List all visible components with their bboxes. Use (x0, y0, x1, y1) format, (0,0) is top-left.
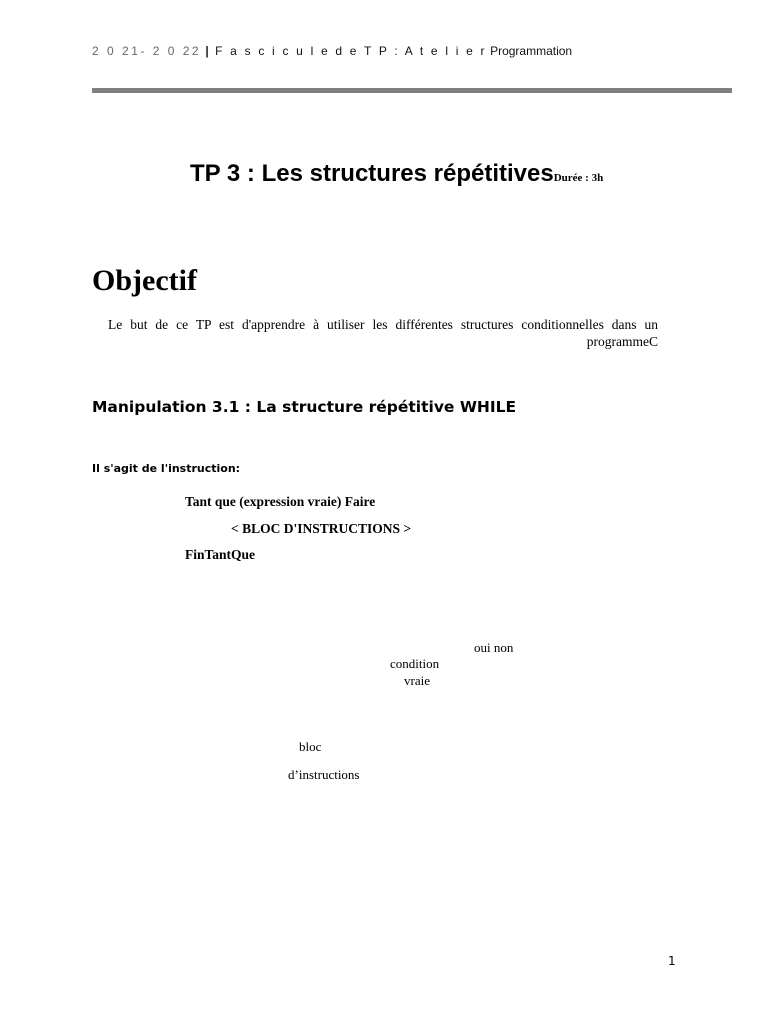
manipulation-heading: Manipulation 3.1 : La structure répétitive WHILE (92, 398, 517, 416)
page-number: 1 (668, 954, 676, 968)
algo-block-line: < BLOC D'INSTRUCTIONS > (231, 521, 412, 536)
header-rule (92, 88, 732, 93)
title-duration: Durée : 3h (553, 172, 604, 184)
diagram-oui-non: oui non (474, 640, 514, 655)
diagram-instructions: d’instructions (288, 767, 360, 782)
header-year: 2 0 21- 2 0 22 (92, 44, 202, 58)
title-main: TP 3 : Les structures répétitives (190, 160, 554, 187)
header-programmation: Programmation (490, 44, 573, 58)
diagram-condition: condition (390, 656, 440, 671)
instruction-intro: Il s'agit de l'instruction: (92, 462, 241, 475)
header-fascicule: F a s c i c u l e d e T P : A t e l i e r (215, 44, 487, 58)
objective-paragraph: Le but de ce TP est d'apprendre à utiliser les différentes structures conditionnelles dans un programmeC (108, 317, 658, 349)
objective-heading: Objectif (92, 264, 197, 297)
diagram-vraie: vraie (404, 673, 430, 688)
header-separator: | (205, 44, 209, 58)
running-header (92, 44, 572, 58)
algo-while-line: Tant que (expression vraie) Faire (185, 494, 376, 509)
diagram-bloc: bloc (299, 739, 322, 754)
document-title (190, 160, 603, 188)
algo-end-line: FinTantQue (185, 547, 256, 562)
